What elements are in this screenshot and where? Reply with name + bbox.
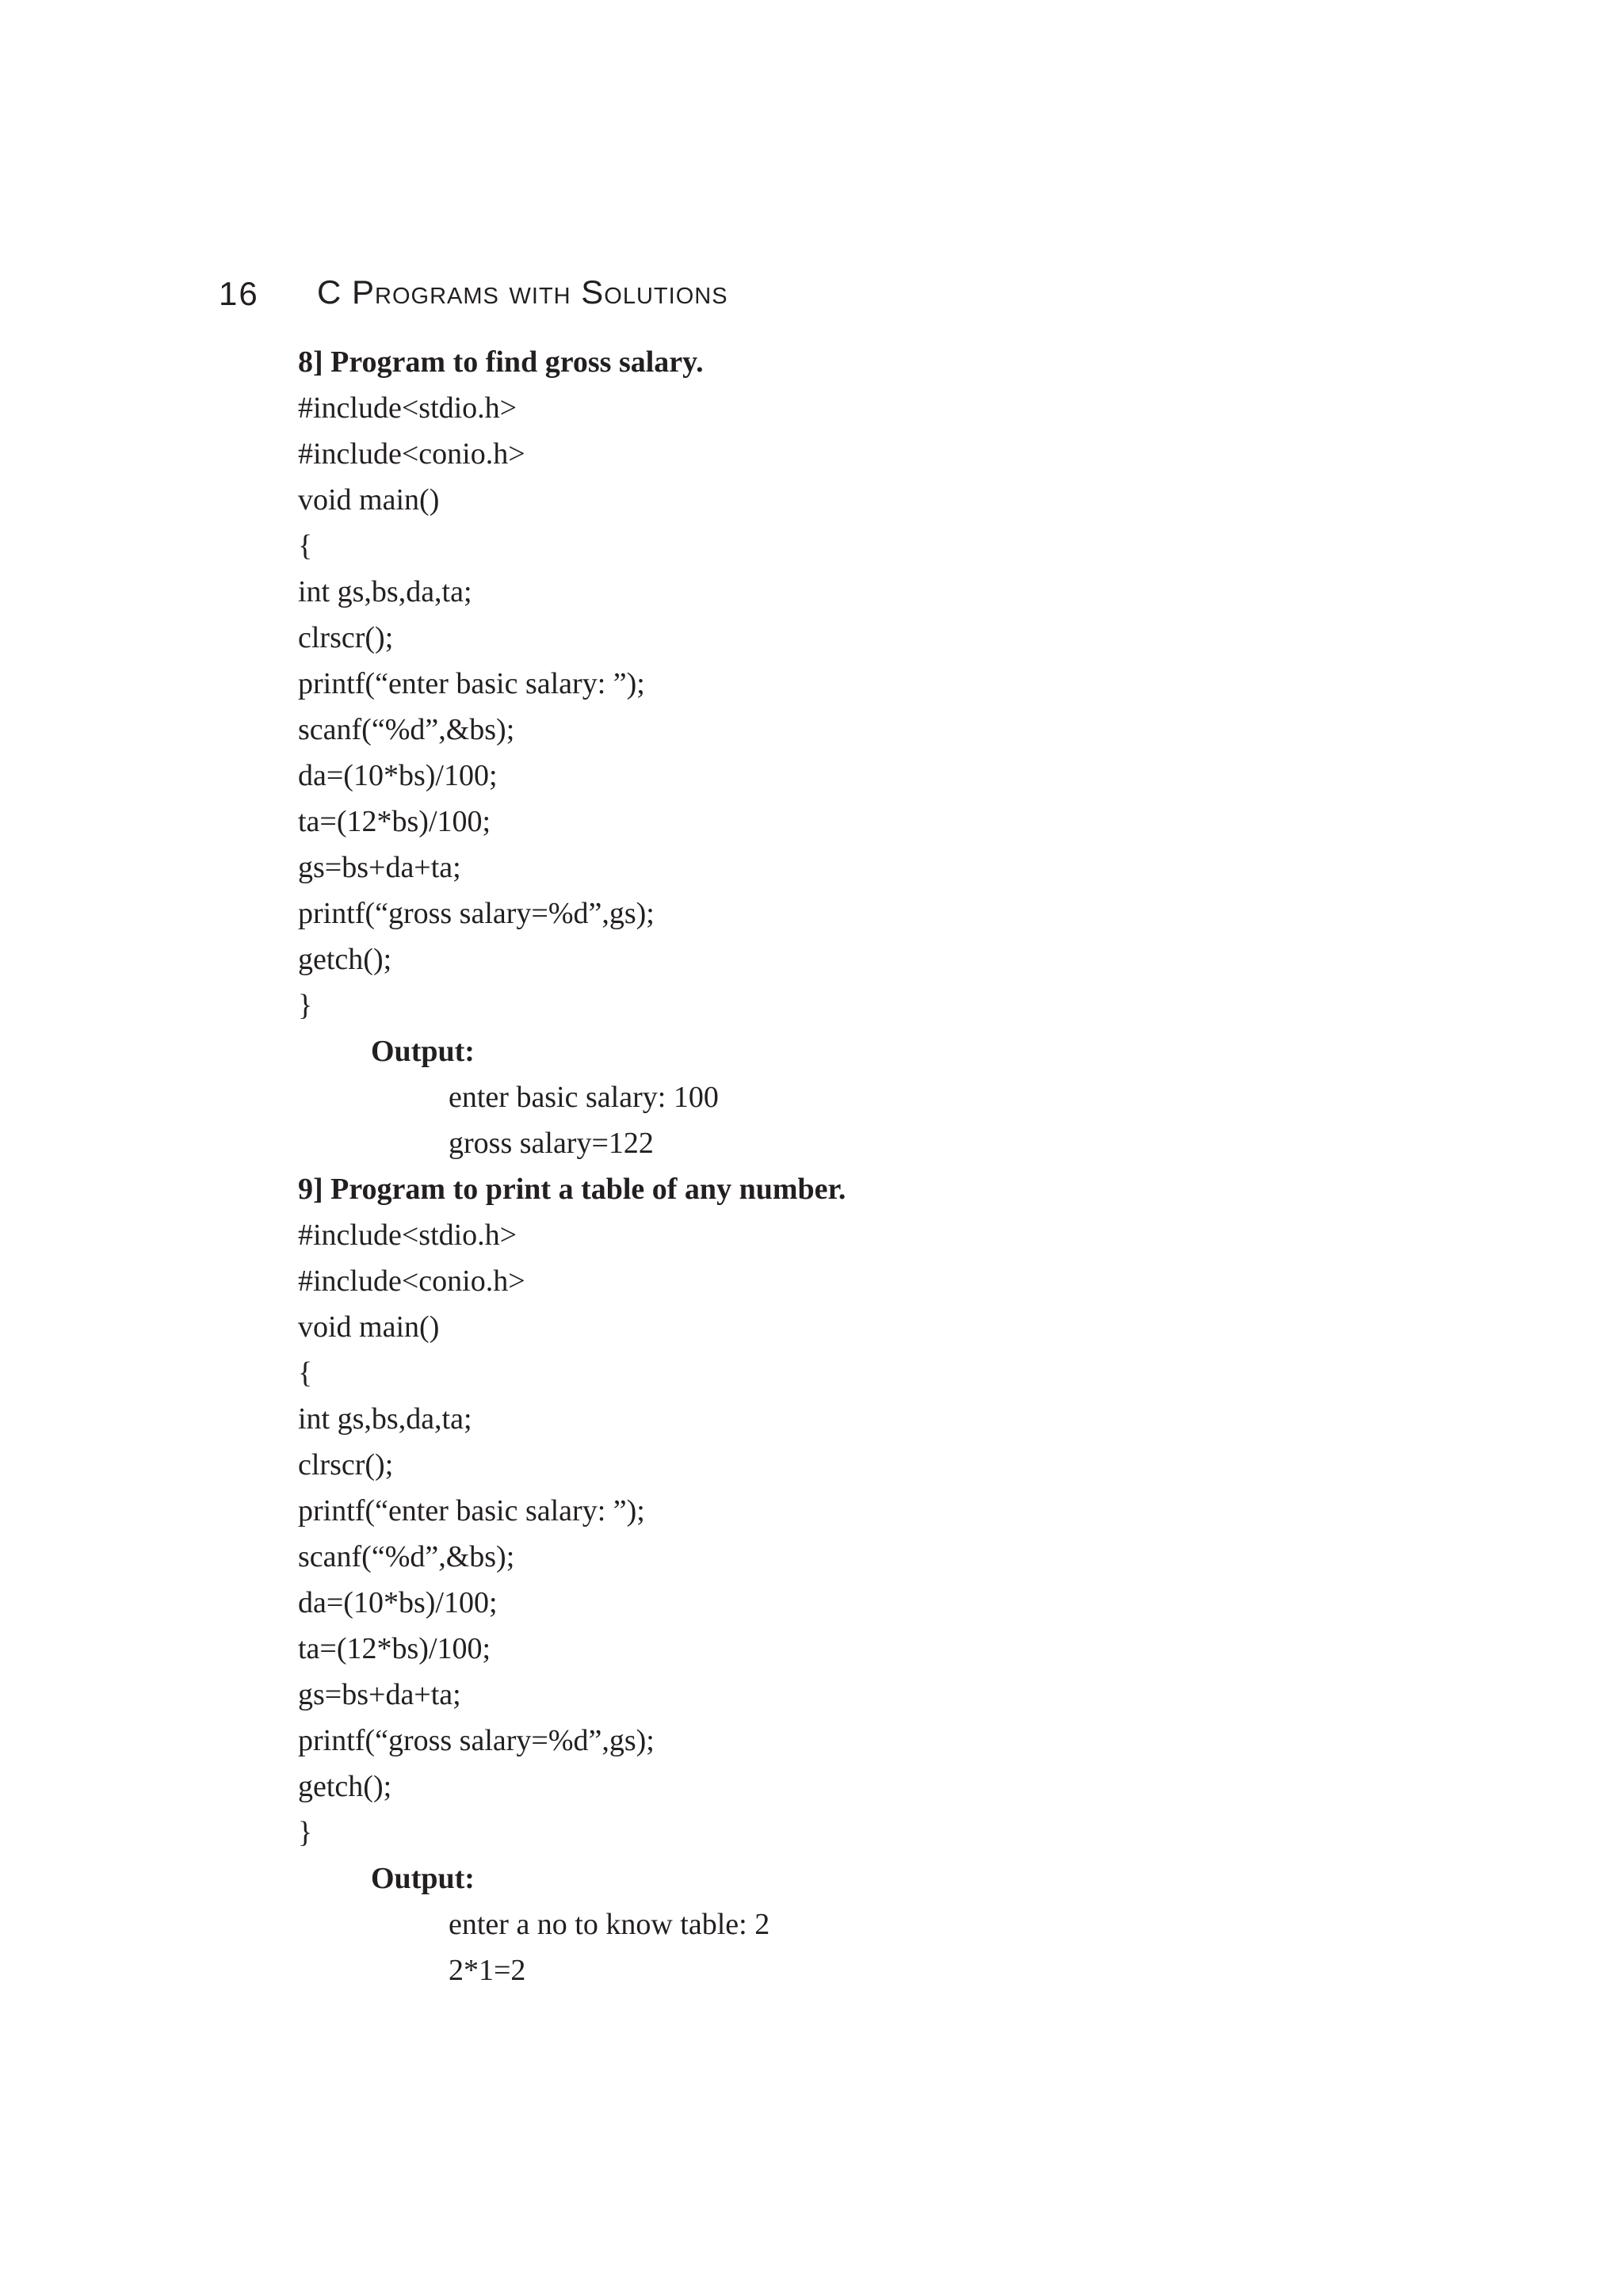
code-line: clrscr();	[298, 621, 394, 654]
code-line: #include<stdio.h>	[298, 391, 517, 425]
code-line: {	[298, 1356, 313, 1390]
code-line: ta=(12*bs)/100;	[298, 1632, 491, 1665]
page-number: 16	[219, 275, 259, 312]
code-line: printf(“enter basic salary: ”);	[298, 1494, 645, 1527]
program-section	[298, 1166, 1487, 1993]
output-label: Output:	[371, 1035, 475, 1068]
code-line: void main()	[298, 1310, 440, 1344]
output-label: Output:	[371, 1862, 475, 1895]
code-line: int gs,bs,da,ta;	[298, 575, 472, 608]
code-line: int gs,bs,da,ta;	[298, 1402, 472, 1436]
section-title: 9] Program to print a table of any number.	[298, 1173, 846, 1206]
running-title: C Programs with Solutions	[317, 273, 728, 311]
code-line: da=(10*bs)/100;	[298, 1586, 498, 1619]
page-content	[298, 339, 1487, 1993]
code-line: void main()	[298, 483, 440, 517]
code-line: printf(“gross salary=%d”,gs);	[298, 1724, 655, 1757]
code-line: scanf(“%d”,&bs);	[298, 1540, 515, 1573]
code-line: printf(“gross salary=%d”,gs);	[298, 897, 655, 930]
code-line: scanf(“%d”,&bs);	[298, 713, 515, 746]
code-line: da=(10*bs)/100;	[298, 759, 498, 792]
output-line: enter basic salary: 100	[449, 1081, 719, 1114]
code-line: }	[298, 989, 313, 1022]
program-section	[298, 339, 1487, 1166]
code-line: gs=bs+da+ta;	[298, 851, 461, 884]
code-line: gs=bs+da+ta;	[298, 1678, 461, 1711]
code-line: #include<stdio.h>	[298, 1219, 517, 1252]
code-line: #include<conio.h>	[298, 1264, 525, 1298]
code-line: {	[298, 529, 313, 563]
code-line: getch();	[298, 943, 392, 976]
code-line: }	[298, 1816, 313, 1849]
code-line: printf(“enter basic salary: ”);	[298, 667, 645, 700]
code-line: getch();	[298, 1770, 392, 1803]
code-line: clrscr();	[298, 1448, 394, 1482]
output-line: gross salary=122	[449, 1127, 654, 1160]
code-line: ta=(12*bs)/100;	[298, 805, 491, 838]
output-line: 2*1=2	[449, 1954, 526, 1987]
code-line: #include<conio.h>	[298, 437, 525, 471]
section-title: 8] Program to find gross salary.	[298, 345, 704, 379]
output-line: enter a no to know table: 2	[449, 1908, 770, 1941]
